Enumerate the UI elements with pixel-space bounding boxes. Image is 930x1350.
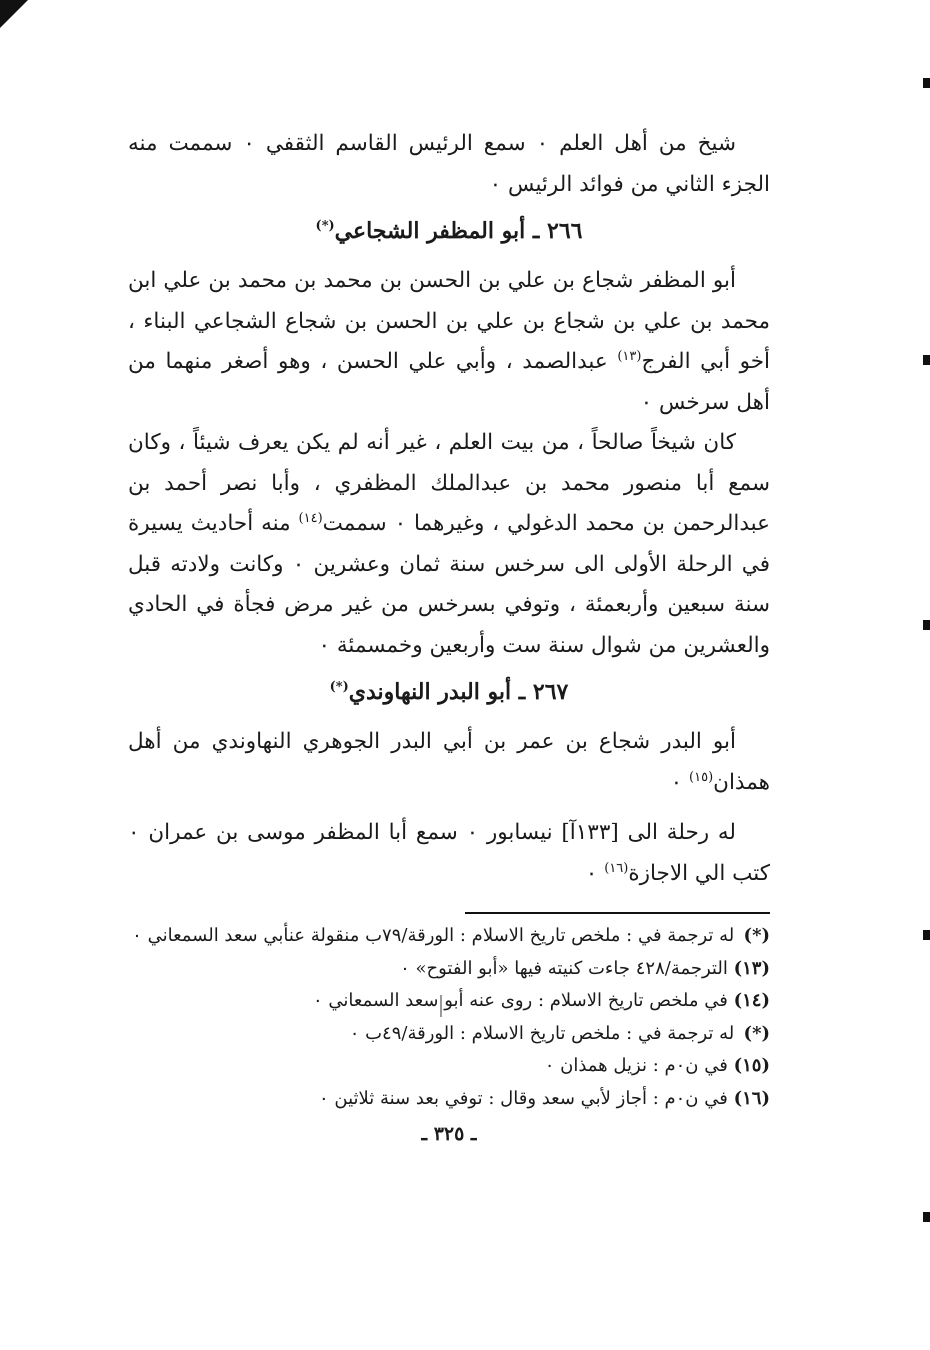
edge-mark [923, 1212, 930, 1222]
entry-267-heading: ٢٦٧ ـ أبو البدر النهاوندي [348, 679, 569, 705]
footnote-marker: (١٥) [733, 1055, 770, 1076]
footnote-text: في ن٠م : أجاز لأبي سعد وقال : توفي بعد سنة ثلاثين ٠ [318, 1087, 728, 1109]
text-segment: ٠ [670, 769, 690, 795]
text-segment: كان شيخاً صالحاً ، من بيت العلم ، غير أنه لم يكن يعرف شيئاً ، وكان سمع أبا منصور محمد بن عبدالملك المظفري ، وأبا نصر أحمد بن عبدالرحمن بن محمد الدغولي ، وغيرهما ٠ سممت [128, 430, 770, 536]
entry-266-paragraph-1 [128, 261, 770, 423]
footnote-text: له ترجمة في : ملخص تاريخ الاسلام : الورقة/٤٩ب ٠ [349, 1022, 735, 1044]
edge-mark [923, 78, 930, 88]
edge-mark [923, 930, 930, 940]
entry-266-heading: ٢٦٦ ـ أبو المظفر الشجاعي [334, 218, 583, 244]
footnote-marker: (*) [743, 1022, 770, 1044]
footnote-text: له ترجمة في : ملخص تاريخ الاسلام : الورقة/٧٩ب منقولة عنأبي سعد السمعاني ٠ [132, 925, 735, 946]
footnote [128, 953, 770, 986]
entry-267-marker: (*) [329, 679, 349, 695]
footnote-text: الترجمة/٤٢٨ جاءت كنيته فيها «أبو الفتوح» ٠ [400, 957, 728, 979]
text-segment: ٠ [585, 860, 605, 886]
text-segment: له رحلة الى [١٣٣آ] نيسابور ٠ سمع أبا المظفر موسى بن عمران ٠ كتب الي الاجازة [128, 820, 770, 886]
footnote [128, 1050, 770, 1083]
entry-267-title [128, 672, 770, 712]
edge-mark [923, 620, 930, 630]
entry-267-paragraph-2 [128, 813, 770, 894]
footnote-text: في ملخص تاريخ الاسلام : روى عنه أبو سعد السمعاني ٠ [313, 990, 728, 1011]
footnote-ref: (١٣) [617, 348, 642, 364]
entry-266-title [128, 211, 770, 251]
entry-266-paragraph-2 [128, 423, 770, 666]
footnote [128, 1083, 770, 1116]
footnotes [128, 920, 770, 1115]
text-segment: أبو البدر شجاع بن عمر بن أبي البدر الجوهري النهاوندي من أهل همذان [128, 729, 770, 795]
entry-267-paragraph-1 [128, 722, 770, 803]
text-segment: منه أحاديث يسيرة في الرحلة الأولى الى سرخس سنة ثمان وعشرين ٠ وكانت ولادته قبل سنة سبعين وأربعمئة ، وتوفي بسرخس من غير مرض فجأة في الحادي والعشرين من شوال سنة ست وأربعين وخمسمئة ٠ [128, 511, 770, 658]
footnote-marker: (١٦) [733, 1087, 770, 1109]
edge-mark [923, 355, 930, 365]
footnote-ref: (١٤) [298, 510, 323, 526]
text-segment: أبو المظفر شجاع بن علي بن الحسن بن محمد بن محمد بن علي ابن محمد بن علي بن شجاع بن علي بن الحسن بن شجاع الشجاعي البناء ، أخو أبي الفرج [128, 268, 770, 374]
footnote-divider [465, 912, 770, 914]
footnote-marker: (*) [743, 925, 770, 946]
footnote-ref: (١٥) [689, 769, 714, 785]
intro-paragraph: شيخ من أهل العلم ٠ سمع الرئيس القاسم الثقفي ٠ سممت منه الجزء الثاني من فوائد الرئيس ٠ [128, 131, 770, 197]
footnote [128, 1018, 770, 1051]
page-number: ـ ٣٢٥ ـ [421, 1123, 477, 1145]
footnote-ref: (١٦) [604, 860, 629, 876]
corner-mark [0, 0, 28, 28]
footnote [128, 985, 770, 1018]
footnote-text: في ن٠م : نزيل همذان ٠ [544, 1055, 728, 1076]
page-body [128, 124, 770, 1145]
footnote-marker: (١٣) [733, 957, 770, 979]
footnote-marker: (١٤) [733, 990, 770, 1011]
entry-266-marker: (*) [315, 218, 335, 234]
text-segment: عبدالصمد ، وأبي علي الحسن ، وهو أصغر منهما من أهل سرخس ٠ [128, 349, 770, 415]
footnote [128, 920, 770, 953]
